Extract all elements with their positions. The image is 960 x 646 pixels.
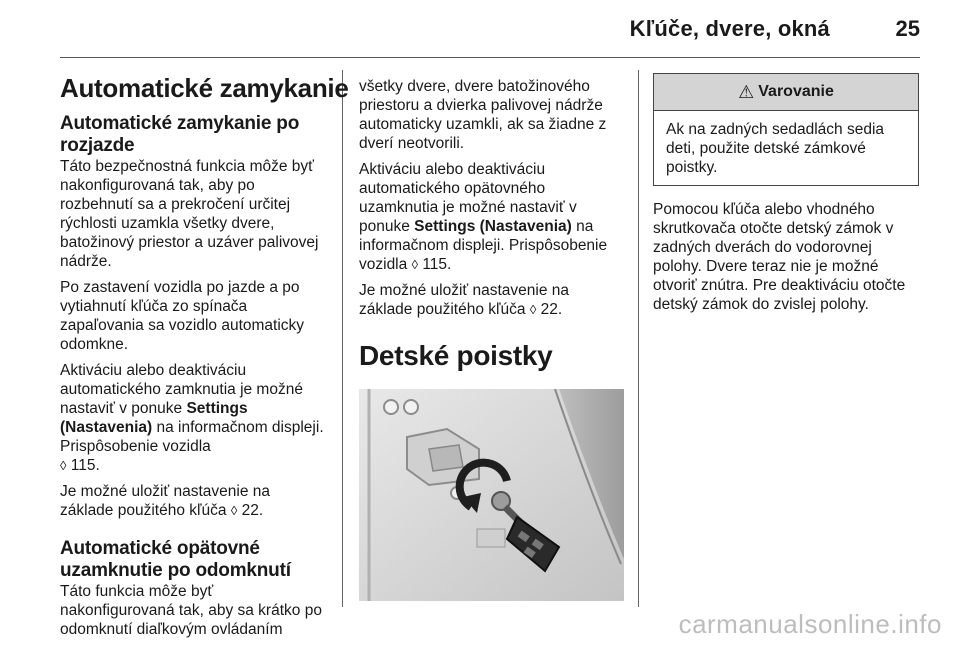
cross-ref-icon: ◊ xyxy=(529,302,537,317)
header-rule xyxy=(60,57,920,58)
cross-ref-icon: ◊ xyxy=(60,458,67,473)
warning-header xyxy=(654,74,918,111)
subheading-auto-relock: Automatické opätovné uzamknutie po odomknutí xyxy=(60,538,291,581)
warning-text: Ak na zadných sedadlách sedia deti, použite detské zámkové poistky. xyxy=(666,121,885,176)
running-header-title: Kľúče, dvere, okná xyxy=(629,16,830,41)
page-ref-link[interactable]: 115. xyxy=(70,457,100,474)
cross-ref-icon: ◊ xyxy=(411,257,418,272)
settings-menu-label: Settings (Nastavenia) xyxy=(414,218,572,235)
watermark: carmanualsonline.info xyxy=(678,609,942,639)
column-divider-2 xyxy=(638,70,639,607)
section-title-child-locks: Detské poistky xyxy=(359,340,553,371)
cross-ref-icon: ◊ xyxy=(230,503,238,518)
warning-box xyxy=(653,73,919,186)
page-ref-link[interactable]: 22. xyxy=(241,502,264,519)
paragraph-relock-settings: Aktiváciu alebo deaktiváciu automatického opätovného uzamknutia je možné nastaviť v ponuke Settings (Nastavenia) na informačnom displeji. Prispôsobenie vozidla ◊ 115. xyxy=(359,161,608,273)
paragraph-relock-cont: všetky dvere, dvere batožinového priestoru a dvierka palivovej nádrže automaticky uzamkli, ak sa žiadne z dverí neotvorili. xyxy=(359,78,607,152)
paragraph-auto-lock-settings: Aktiváciu alebo deaktiváciu automatického zamknutia je možné nastaviť v ponuke Settings (Nastavenia) na informačnom displeji. Prispôsobenie vozidla ◊ 115. xyxy=(60,362,324,474)
column-1 xyxy=(60,73,349,646)
settings-menu-label: Settings (Nastavenia) xyxy=(60,400,248,436)
paragraph-key-setting: Je možné uložiť nastavenie na základe použitého kľúča ◊ 22. xyxy=(60,483,271,519)
child-lock-illustration xyxy=(359,389,624,601)
column-divider-1 xyxy=(342,70,343,607)
warning-body xyxy=(654,111,918,185)
child-lock-drawing xyxy=(359,389,624,601)
paragraph-key-setting-2: Je možné uložiť nastavenie na základe použitého kľúča ◊ 22. xyxy=(359,282,570,318)
paragraph-auto-relock-desc: Táto funkcia môže byť nakonfigurovaná tak, aby sa krátko po odomknutí diaľkovým ovládaním xyxy=(60,583,322,638)
column-3 xyxy=(653,73,920,321)
paragraph-child-lock-instructions: Pomocou kľúča alebo vhodného skrutkovača otočte detský zámok v zadných dverách do vodorovnej polohy. Dvere teraz nie je možné otvoriť znútra. Pre deaktiváciu otočte detský zámok do zvislej polohy. xyxy=(653,201,906,313)
paragraph-auto-lock-desc: Táto bezpečnostná funkcia môže byť nakonfigurovaná tak, aby po rozbehnutí sa a prekročení určitej rýchlosti uzamkla všetky dvere, batožinový priestor a uzáver palivovej nádrže. xyxy=(60,158,319,270)
page-ref-link[interactable]: 115. xyxy=(422,256,452,273)
subheading-auto-lock-drive: Automatické zamykanie po rozjazde xyxy=(60,113,300,156)
warning-triangle-icon: ⚠ xyxy=(738,81,755,102)
column-2 xyxy=(359,77,624,601)
section-title-auto-lock: Automatické zamykanie xyxy=(60,73,349,103)
page-number: 25 xyxy=(895,16,920,41)
warning-title: Varovanie xyxy=(758,83,834,100)
page-ref-link[interactable]: 22. xyxy=(540,301,563,318)
paragraph-auto-unlock: Po zastavení vozidla po jazde a po vytiahnutí kľúča zo spínača zapaľovania sa vozidlo automaticky odomkne. xyxy=(60,279,305,353)
